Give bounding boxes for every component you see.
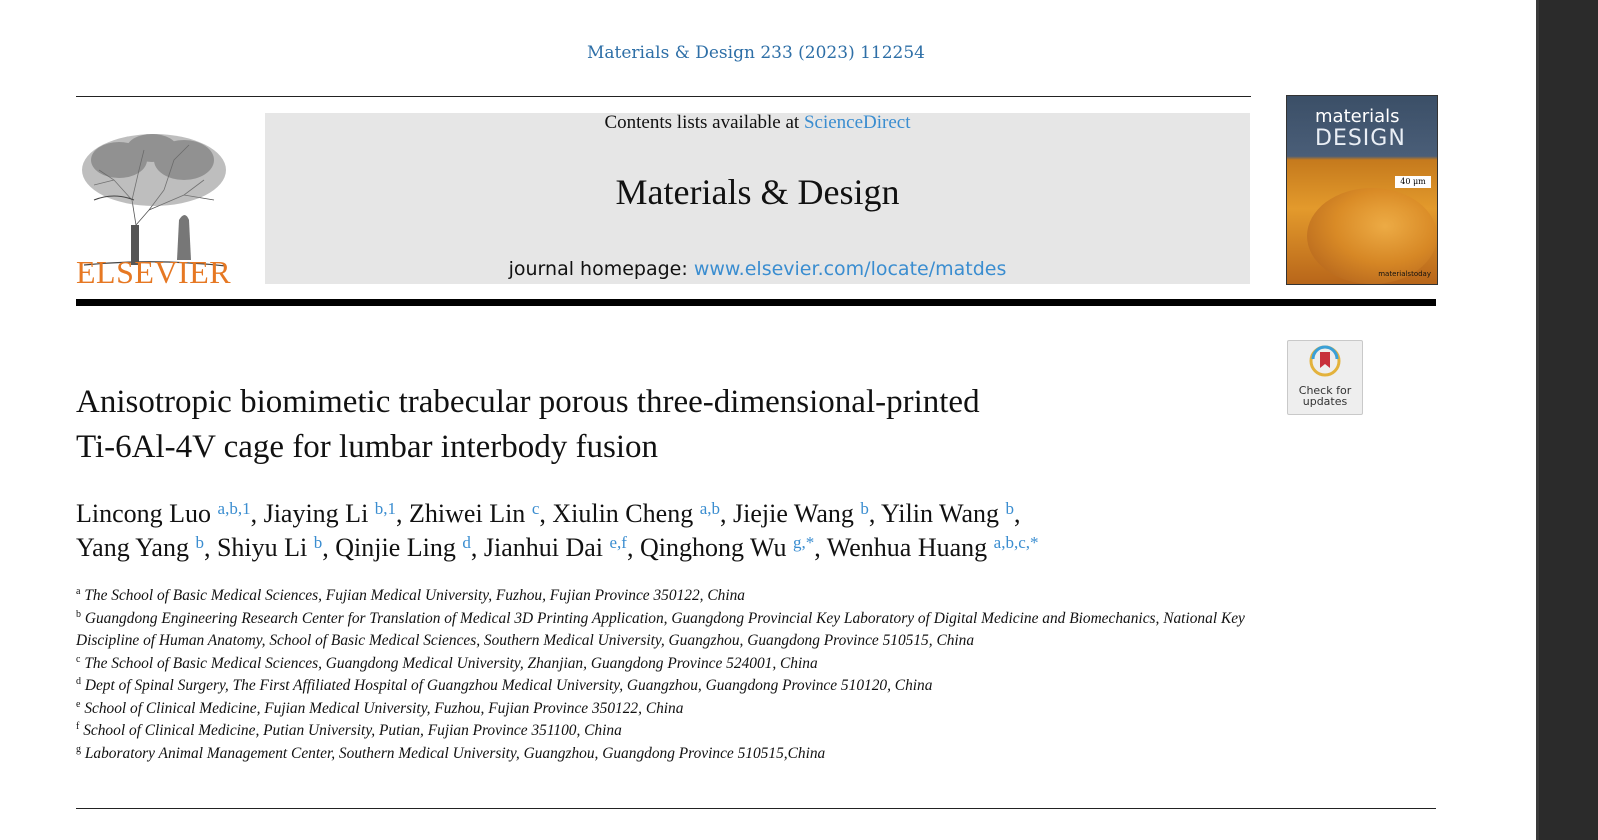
contents-line xyxy=(265,112,1250,134)
homepage-line xyxy=(265,258,1250,280)
affiliation-list xyxy=(76,585,1256,765)
author-list: Lincong Luo $^{a,b,1}$, Jiaying Li $^{b,1}$, Zhiwei Lin $^c$, Xiulin Cheng $^{a,b}$, Jiejie Wang $^b$, Yilin Wang $^b$, Yang Yang $^b$, Shiyu Li $^b$, Qinjie Ling $^d$, Jianhui Dai $^{e,f}$, Qinghong Wu $^{g,*}$, Wenhua Huang $^{a,b,c,*}$ xyxy=(76,499,1039,562)
check-for-updates-label xyxy=(1288,385,1362,407)
author[interactable]: Xiulin Cheng $^{a,b}$ xyxy=(552,499,720,528)
bottom-rule xyxy=(76,808,1436,809)
contents-prefix: Contents lists available at xyxy=(604,112,800,133)
author[interactable]: Jianhui Dai $^{e,f}$ xyxy=(483,533,627,562)
cover-scale-bar: 40 μm xyxy=(1395,176,1431,188)
header-divider xyxy=(76,299,1436,306)
badge-line1: Check for xyxy=(1298,384,1352,397)
top-rule xyxy=(76,96,1251,97)
cover-title-design: DESIGN xyxy=(1315,126,1406,151)
article-title-line2: Ti-6Al-4V cage for lumbar interbody fusion xyxy=(76,429,658,465)
article-title xyxy=(76,380,1266,470)
article-title-line1: Anisotropic biomimetic trabecular porous three-dimensional-printed xyxy=(76,384,980,420)
author[interactable]: Jiaying Li $^{b,1}$ xyxy=(263,499,397,528)
author[interactable]: Qinghong Wu $^{g,*}$ xyxy=(639,533,815,562)
journal-citation[interactable]: Materials & Design 233 (2023) 112254 xyxy=(587,43,925,63)
crossmark-icon xyxy=(1309,345,1341,377)
homepage-prefix: journal homepage: xyxy=(508,258,688,280)
affiliation-item: $^d$ Dept of Spinal Surgery, The First Affiliated Hospital of Guangzhou Medical University, Guangzhou, Guangdong Province 510120, China xyxy=(76,676,933,694)
publisher-name: ELSEVIER xyxy=(76,254,232,290)
author[interactable]: Lincong Luo $^{a,b,1}$ xyxy=(76,499,251,528)
author[interactable]: Jiejie Wang $^b$ xyxy=(733,499,869,528)
author[interactable]: Yilin Wang $^b$ xyxy=(880,499,1014,528)
author[interactable]: Yang Yang $^b$ xyxy=(76,533,204,562)
affiliation-item: $^c$ The School of Basic Medical Sciences, Guangdong Medical University, Zhanjian, Guangdong Province 524001, China xyxy=(76,653,818,672)
journal-name: Materials & Design xyxy=(615,172,900,212)
affiliation-item: $^b$ Guangdong Engineering Research Center for Translation of Medical 3D Printing Application, Guangdong Provincial Key Laboratory of Digital Medicine and Biomechanics, National Key Discipline of Human Anatomy, School of Basic Medical Sciences, Southern Medical University, Guangzhou, Guangdong Province 510515, China xyxy=(76,608,1245,649)
cover-brand: materialstoday xyxy=(1378,270,1431,278)
affiliation-item: $^f$ School of Clinical Medicine, Putian University, Putian, Fujian Province 351100, China xyxy=(76,721,622,739)
cover-title-materials: materials xyxy=(1315,106,1400,127)
affiliation-item: $^g$ Laboratory Animal Management Center, Southern Medical University, Guangzhou, Guangdong Province 510515,China xyxy=(76,743,826,762)
author[interactable]: Wenhua Huang $^{a,b,c,*}$ xyxy=(826,533,1039,562)
journal-cover-image[interactable] xyxy=(1286,95,1438,285)
author[interactable]: Zhiwei Lin $^c$ xyxy=(409,499,540,528)
sciencedirect-link[interactable]: ScienceDirect xyxy=(803,112,911,133)
scrollbar-edge xyxy=(1536,0,1539,840)
author[interactable]: Qinjie Ling $^d$ xyxy=(335,533,471,562)
badge-line2: updates xyxy=(1302,395,1348,408)
check-for-updates-button[interactable] xyxy=(1287,340,1363,415)
homepage-link[interactable]: www.elsevier.com/locate/matdes xyxy=(693,258,1007,280)
affiliation-item: $^e$ School of Clinical Medicine, Fujian Medical University, Fuzhou, Fujian Province 350122, China xyxy=(76,698,684,717)
affiliation-item: $^a$ The School of Basic Medical Sciences, Fujian Medical University, Fuzhou, Fujian Province 350122, China xyxy=(76,586,745,604)
viewer-scrollbar[interactable] xyxy=(1536,0,1598,840)
author[interactable]: Shiyu Li $^b$ xyxy=(216,533,323,562)
